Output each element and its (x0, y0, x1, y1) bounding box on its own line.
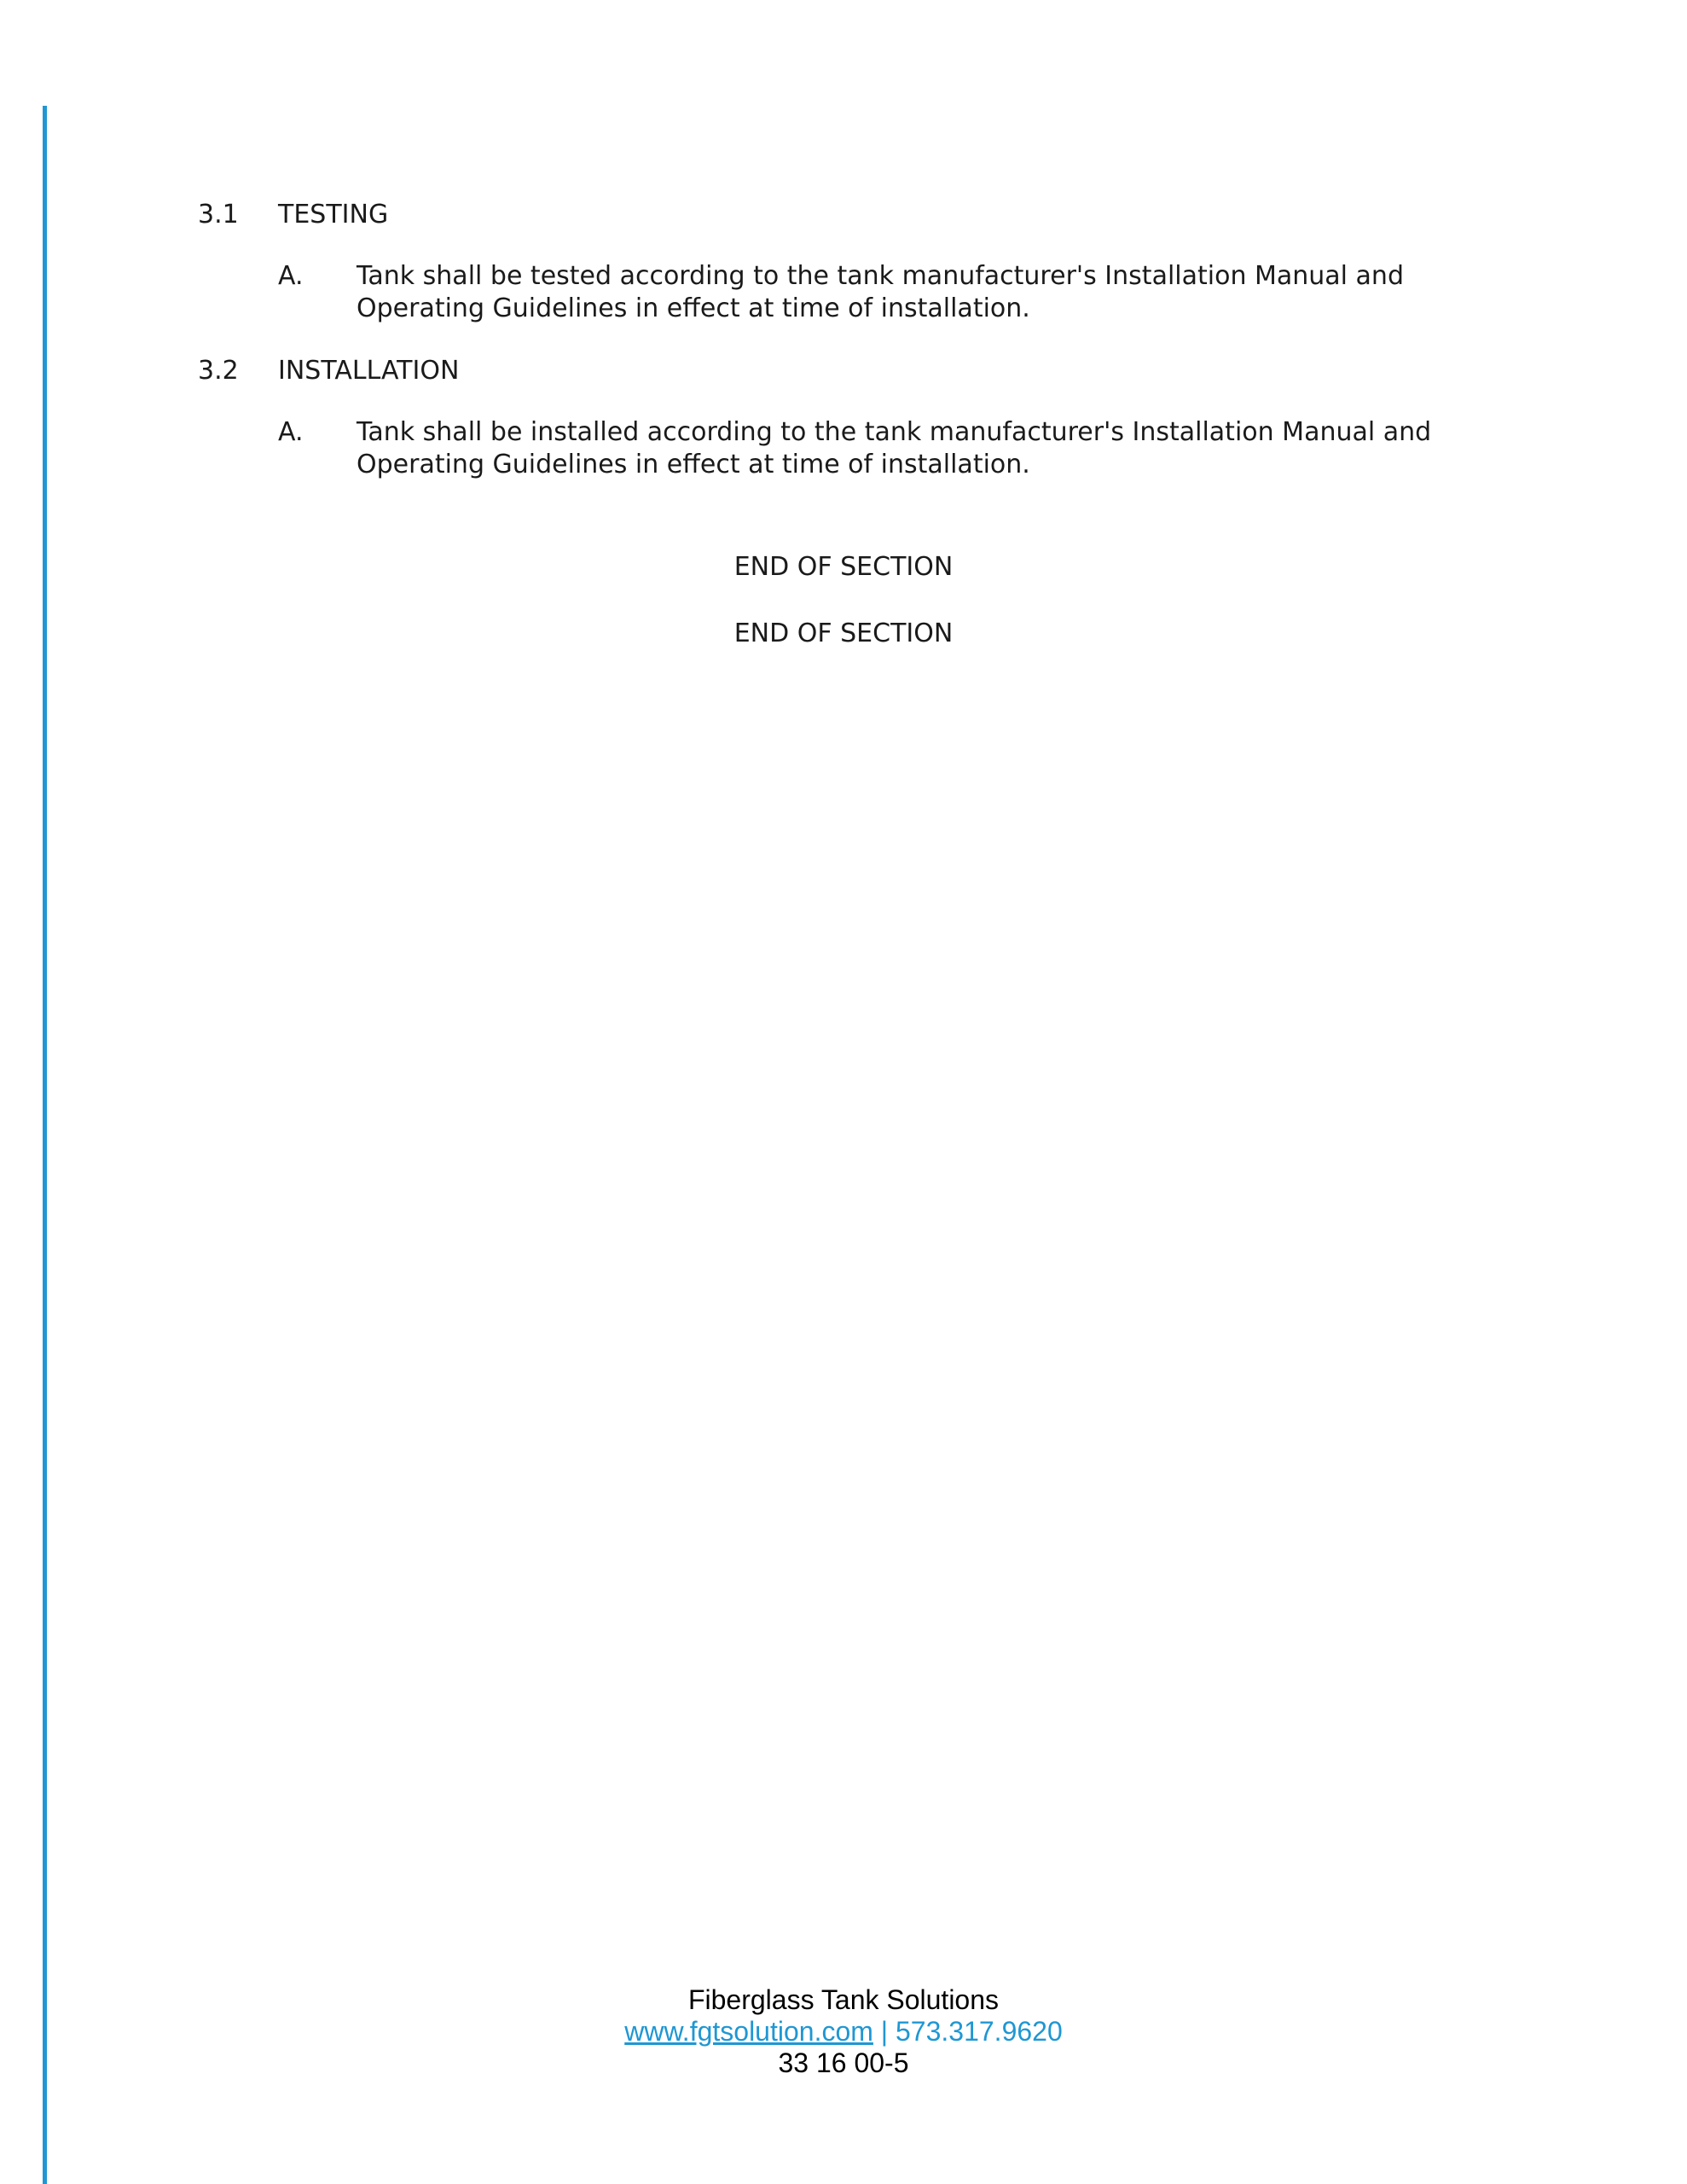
section-number: 3.1 (198, 200, 239, 229)
section-title: INSTALLATION (278, 356, 460, 386)
section-3-2-paragraph-a (278, 416, 1506, 481)
footer-phone: 573.317.9620 (896, 2016, 1063, 2047)
paragraph-letter: A. (278, 417, 304, 447)
paragraph-text: Tank shall be tested according to the tank manufacturer's Installation Manual and Operating Guidelines in effect at time of installation. (357, 261, 1404, 323)
footer-website-link[interactable]: www.fgtsolution.com (624, 2016, 873, 2047)
left-margin-rule (43, 106, 47, 2184)
footer-page-number: 33 16 00-5 (778, 2048, 909, 2078)
paragraph-text: Tank shall be installed according to the tank manufacturer's Installation Manual and Operating Guidelines in effect at time of installation. (357, 417, 1432, 479)
footer-company-name: Fiberglass Tank Solutions (687, 1984, 1000, 2015)
footer-separator: | (872, 2016, 896, 2047)
paragraph-letter: A. (278, 261, 304, 291)
section-heading-3-1 (198, 198, 388, 232)
section-number: 3.2 (198, 356, 239, 386)
end-of-section-marker: END OF SECTION (733, 552, 954, 582)
page-footer (0, 1984, 1687, 2079)
section-3-1-paragraph-a (278, 260, 1506, 325)
end-of-section-marker: END OF SECTION (733, 619, 954, 648)
section-heading-3-2 (198, 354, 459, 388)
footer-contact-line (0, 2016, 1687, 2048)
section-title: TESTING (278, 200, 389, 229)
